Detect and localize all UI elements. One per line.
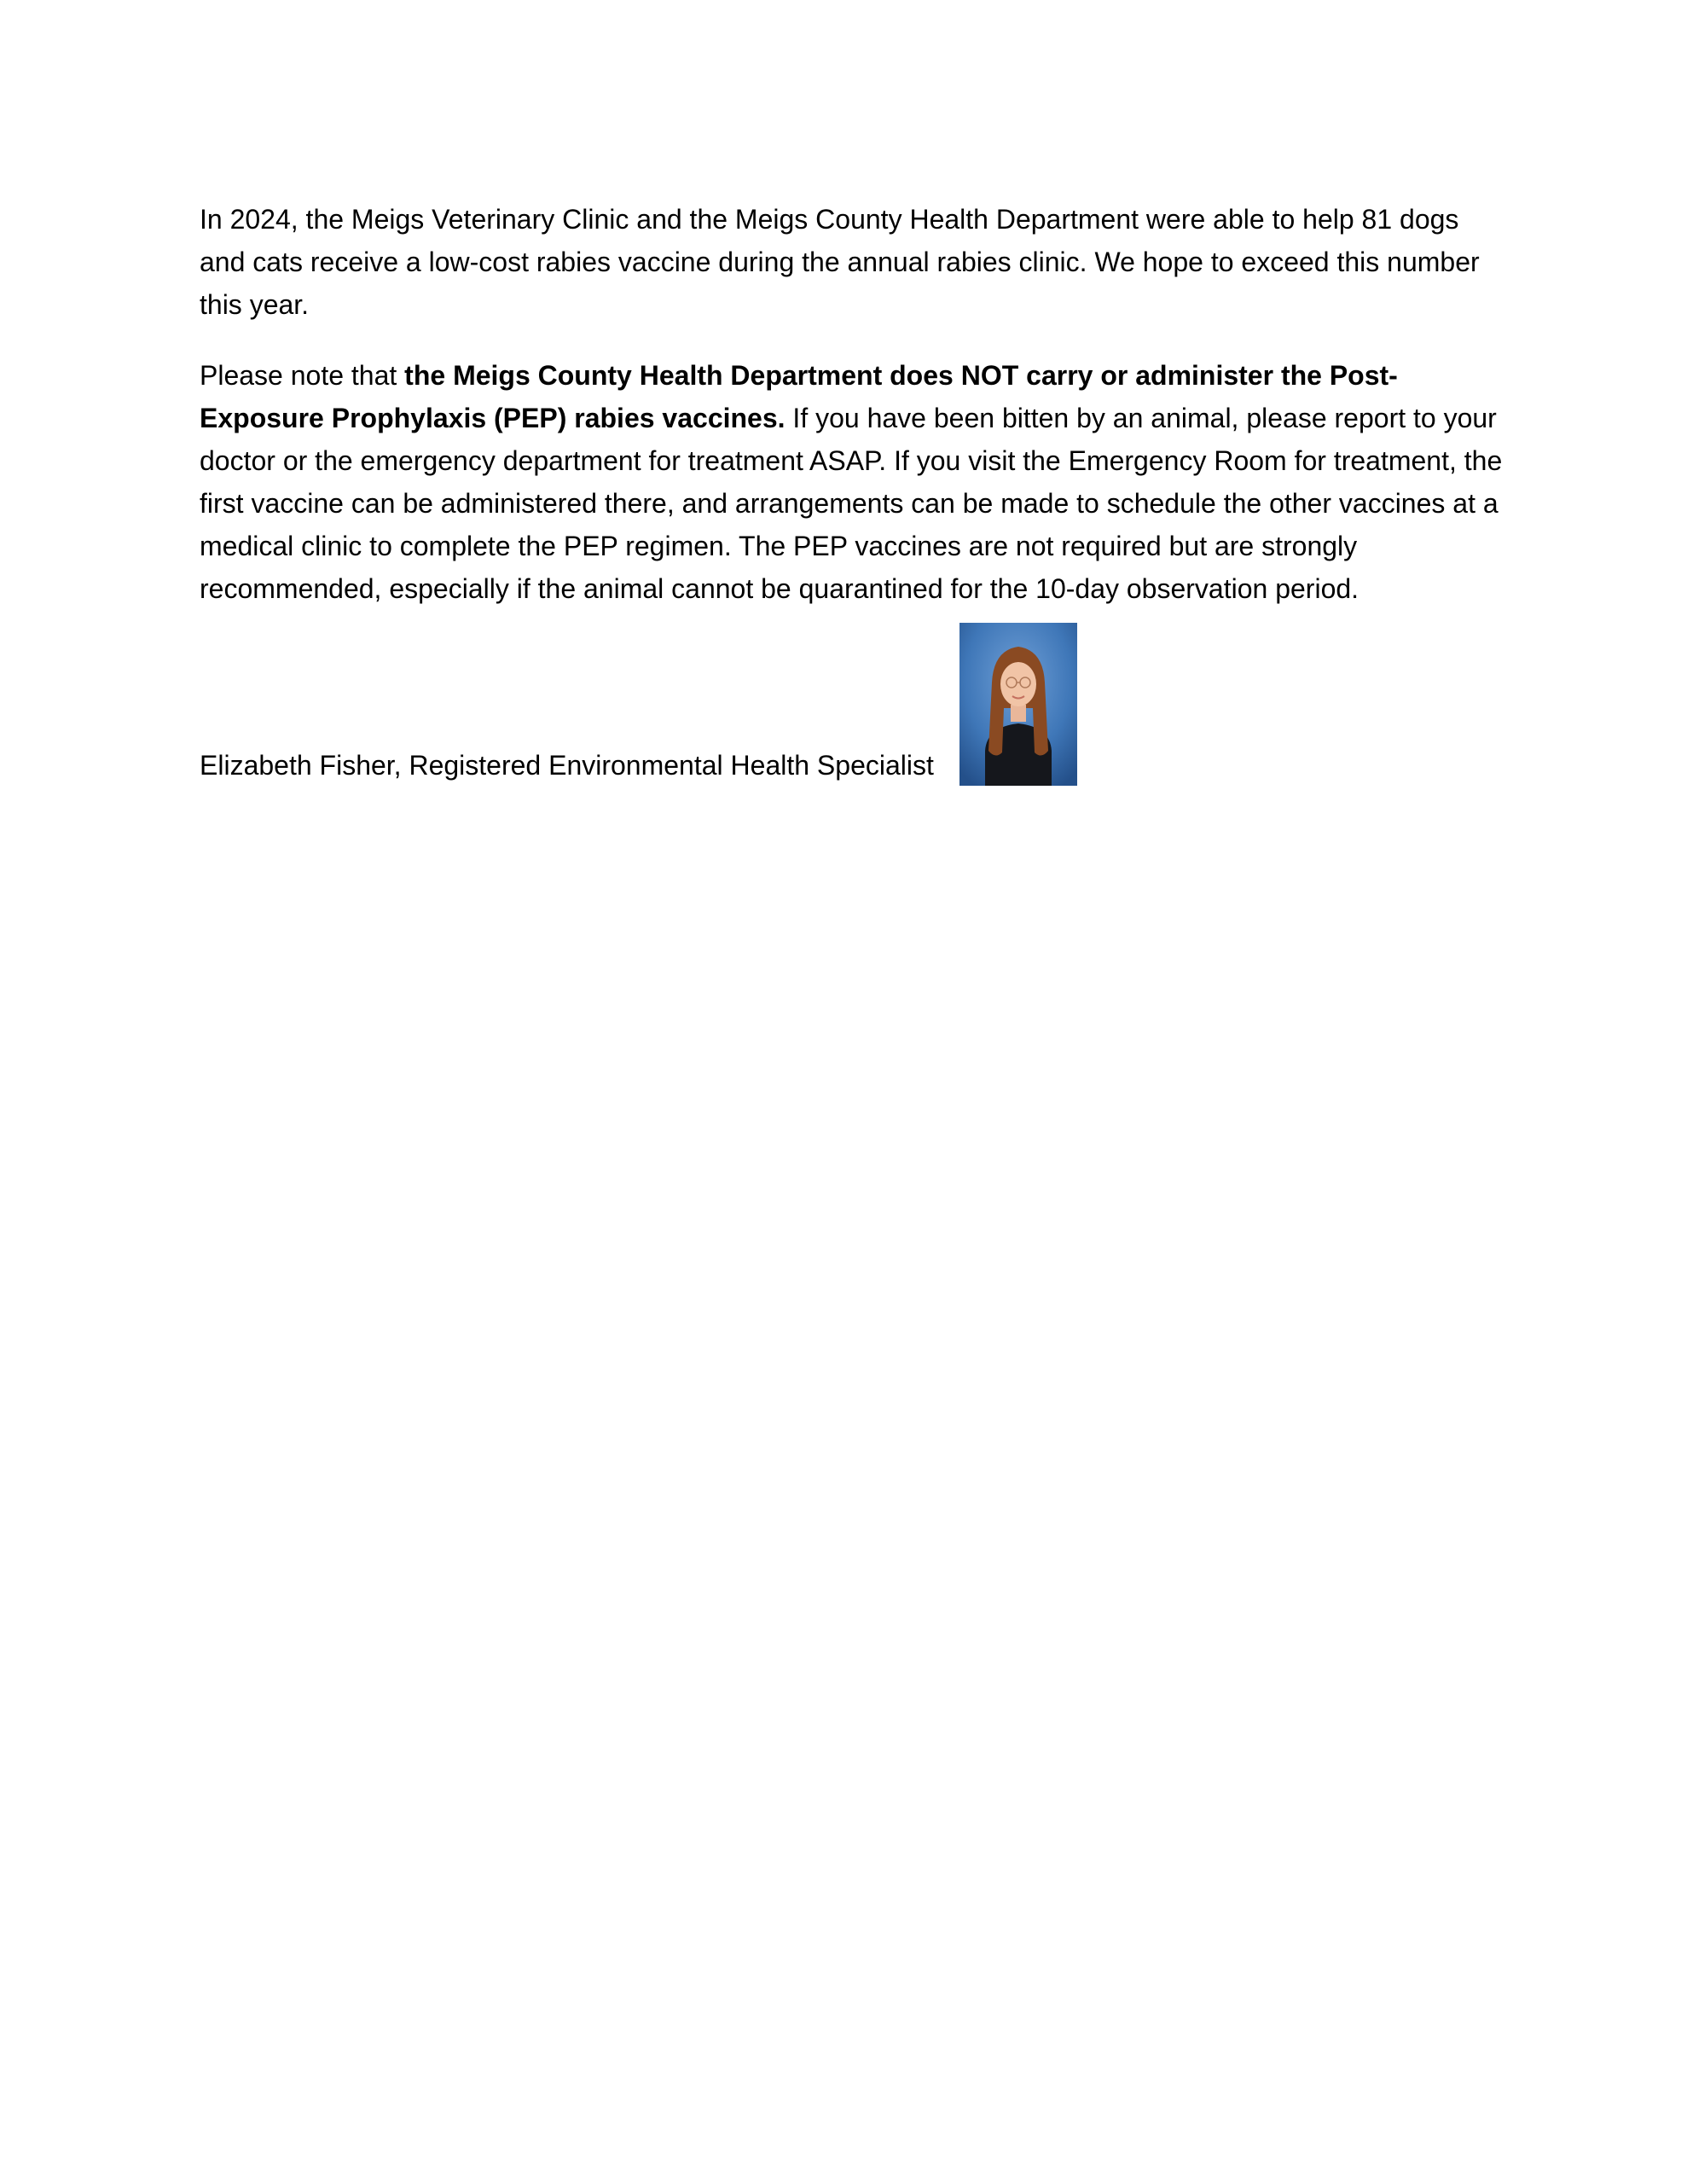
pep-notice-bold: the Meigs County Health Department does NOT carry or administer the Post-Exposure Prophylaxis (PEP) rabies vaccines. — [200, 360, 1398, 433]
pep-notice-rest: If you have been bitten by an animal, please report to your doctor or the emergency department for treatment ASAP. If you visit the Emergency Room for treatment, the first vaccine can be administered there, and arrangements can be made to schedule the other vaccines at a medical clinic to complete the PEP regimen. The PEP vaccines are not required but are strongly recommended, especially if the animal cannot be quarantined for the 10-day observation period. — [200, 403, 1503, 604]
pep-notice-lead: Please note that — [200, 360, 405, 391]
signature-block — [200, 623, 1504, 787]
paragraph-pep-notice — [200, 354, 1504, 610]
paragraph-rabies-clinic: In 2024, the Meigs Veterinary Clinic and the Meigs County Health Department were able to help 81 dogs and cats receive a low-cost rabies vaccine during the annual rabies clinic. We hope to exceed this number this year. — [200, 204, 1480, 320]
document-body — [200, 198, 1504, 610]
signature-name: Elizabeth Fisher, Registered Environmental Health Specialist — [200, 750, 934, 781]
portrait-photo-icon — [959, 623, 1077, 786]
